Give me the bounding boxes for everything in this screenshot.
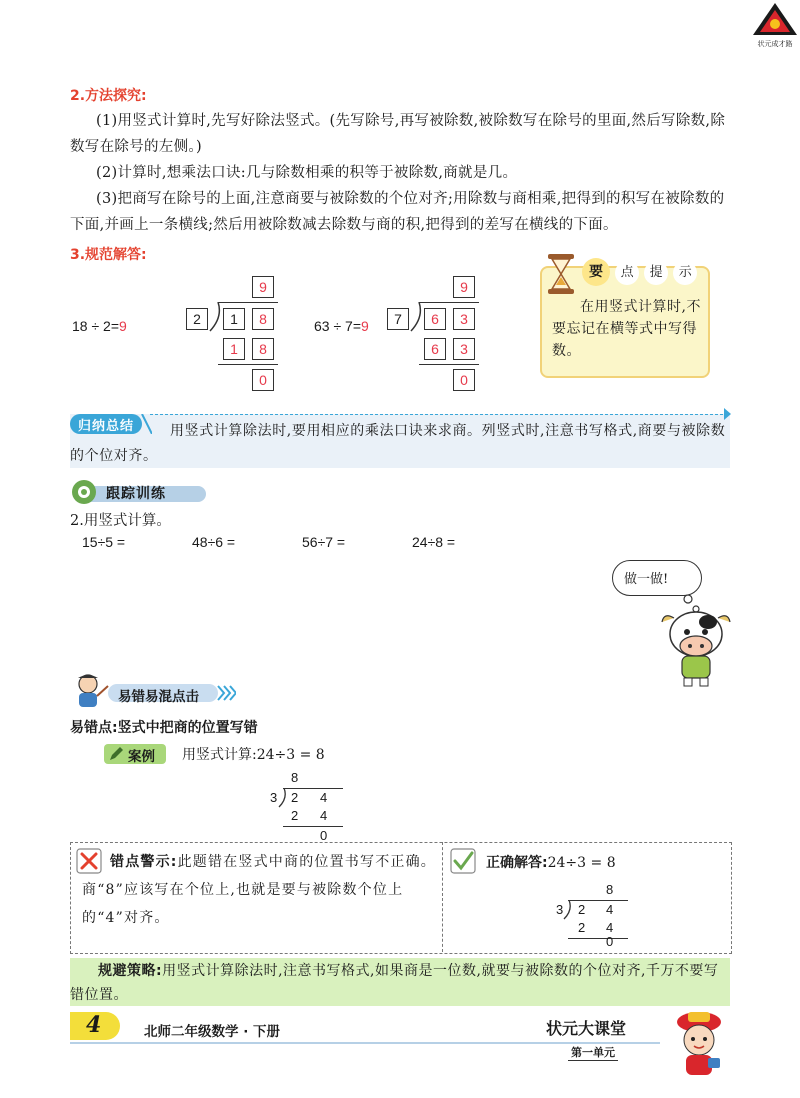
ex2-divisor-box: 7 (387, 308, 409, 330)
summary-top-rule (150, 414, 728, 415)
section2-paragraph-3: (3)把商写在除号的上面,注意商要与被除数的个位对齐;用除数与商相乘,把得到的积写在被除数的下面,并画上一条横线;然后用被除数减去除数与商的积,把得到的差写在横线的下面。 (70, 191, 725, 233)
correct-divisor: 3 (556, 902, 564, 917)
corner-logo-text: 状元成才路 (757, 40, 793, 48)
practice-item-1: 15÷5 = (82, 534, 126, 550)
tip-text: 在用竖式计算时,不要忘记在横等式中写得数。 (552, 299, 701, 359)
wrong-divisor: 3 (270, 790, 278, 805)
tip-title-char-2: 点 (615, 261, 639, 285)
ex1-product-tens: 1 (223, 338, 245, 360)
wrong-bracket-icon (278, 788, 288, 808)
footer-page-number: 4 (86, 1012, 102, 1038)
practice-banner-text: 跟踪训练 (106, 486, 166, 502)
example1-eq-left: 18 ÷ 2= (72, 318, 119, 334)
ex2-dividend-ones: 3 (453, 308, 475, 330)
ex2-dividend-tens: 6 (424, 308, 446, 330)
warning-text: 此题错在竖式中商的位置书写不正确。商“8”应该写在个位上,也就是要与被除数个位上的“4”对齐。 (82, 854, 437, 926)
analysis-divider (442, 842, 443, 952)
practice-item-2: 48÷6 = (192, 534, 236, 550)
ex1-division-bar (218, 302, 278, 303)
logo-triangle-icon (752, 2, 798, 36)
strategy-text: 用竖式计算除法时,注意书写格式,如果商是一位数,就要与被除数的个位对齐,千万不要写错位置。 (70, 963, 719, 1003)
ex1-dividend-ones: 8 (252, 308, 274, 330)
wrong-product-tens: 2 (291, 808, 299, 823)
example2-eq-result: 9 (361, 318, 369, 334)
section2-paragraph-2: (2)计算时,想乘法口诀:几与除数相乘的积等于被除数,商就是几。 (96, 165, 518, 181)
ex1-product-ones: 8 (252, 338, 274, 360)
section3-title: 3.规范解答: (70, 247, 147, 263)
ex1-remainder-box: 0 (252, 369, 274, 391)
wrong-division-bar (283, 788, 343, 789)
summary-text: 用竖式计算除法时,要用相应的乘法口诀来求商。列竖式时,注意书写格式,商要与被除数的个位对齐。 (70, 423, 726, 464)
cow-mascot-icon (656, 608, 736, 688)
mistake-point: 易错点:竖式中把商的位置写错 (70, 720, 258, 736)
ex1-dividend-tens: 1 (223, 308, 245, 330)
wrong-dividend-ones: 4 (320, 790, 328, 805)
ex2-division-bar (419, 302, 479, 303)
wrong-dividend-tens: 2 (291, 790, 299, 805)
ex2-division-bracket-icon (409, 302, 423, 332)
pencil-icon (108, 746, 124, 762)
footer-brand: 状元大课堂 (546, 1019, 627, 1038)
tip-title-char-1: 要 (582, 258, 610, 286)
correct-bracket-icon (563, 900, 573, 920)
correct-line (486, 852, 616, 872)
mascot-boy-icon (668, 1010, 730, 1080)
example1-eq-result: 9 (119, 318, 127, 334)
correct-label: 正确解答: (486, 855, 548, 871)
practice-question: 2.用竖式计算。 (70, 513, 171, 529)
tip-title-char-3: 提 (644, 261, 668, 285)
ex1-division-bracket-icon (208, 302, 222, 332)
correct-subtraction-line (568, 938, 628, 939)
ex2-remainder-box: 0 (453, 369, 475, 391)
wrong-subtraction-line (283, 826, 343, 827)
strategy-label: 规避策略: (98, 963, 163, 979)
ex2-product-ones: 3 (453, 338, 475, 360)
footer-book-title: 北师二年级数学 · 下册 (144, 1024, 281, 1040)
section2-paragraph-1: (1)用竖式计算时,先写好除法竖式。(先写除号,再写被除数,被除数写在除号的里面,然后写除数,除数写在除号的左侧。) (70, 113, 726, 155)
summary-label-text: 归纳总结 (78, 419, 135, 434)
correct-product-ones: 4 (606, 920, 614, 935)
example2-equation (314, 318, 369, 334)
correct-remainder: 0 (606, 934, 614, 949)
section2-title: 2.方法探究: (70, 88, 147, 104)
strategy-paragraph (70, 959, 730, 1007)
correct-dividend-ones: 4 (606, 902, 614, 917)
ex2-quotient-box: 9 (453, 276, 475, 298)
ex2-subtraction-line (419, 364, 479, 365)
practice-banner (70, 478, 210, 506)
wrong-quotient: 8 (291, 770, 299, 785)
ex1-quotient-box: 9 (252, 276, 274, 298)
correct-division-bar (568, 900, 628, 901)
warning-label: 错点警示: (110, 854, 178, 870)
corner-logo (752, 2, 798, 46)
thought-bubble-text: 做一做! (624, 572, 669, 587)
correct-quotient: 8 (606, 882, 614, 897)
case-label-text: 案例 (128, 749, 155, 765)
tip-title-char-4: 示 (673, 261, 697, 285)
correct-dividend-tens: 2 (578, 902, 586, 917)
hourglass-icon (546, 252, 576, 296)
mistakes-banner-text: 易错易混点击 (118, 689, 199, 705)
practice-item-3: 56÷7 = (302, 534, 346, 550)
example1-equation (72, 318, 127, 334)
example2-eq-left: 63 ÷ 7= (314, 318, 361, 334)
tip-title (582, 258, 697, 288)
ex1-divisor-box: 2 (186, 308, 208, 330)
mistakes-banner (108, 682, 236, 704)
practice-item-4: 24÷8 = (412, 534, 456, 550)
footer-unit: 第一单元 (568, 1044, 618, 1061)
warning-paragraph (82, 848, 438, 932)
correct-eq: 24÷3 = 8 (547, 855, 616, 871)
wrong-remainder: 0 (320, 828, 328, 843)
case-text: 用竖式计算:24÷3 = 8 (182, 747, 325, 763)
ex1-subtraction-line (218, 364, 278, 365)
check-mark-icon (450, 848, 478, 876)
teacher-icon (66, 672, 110, 708)
case-label (104, 744, 166, 764)
correct-product-tens: 2 (578, 920, 586, 935)
wrong-product-ones: 4 (320, 808, 328, 823)
ex2-product-tens: 6 (424, 338, 446, 360)
